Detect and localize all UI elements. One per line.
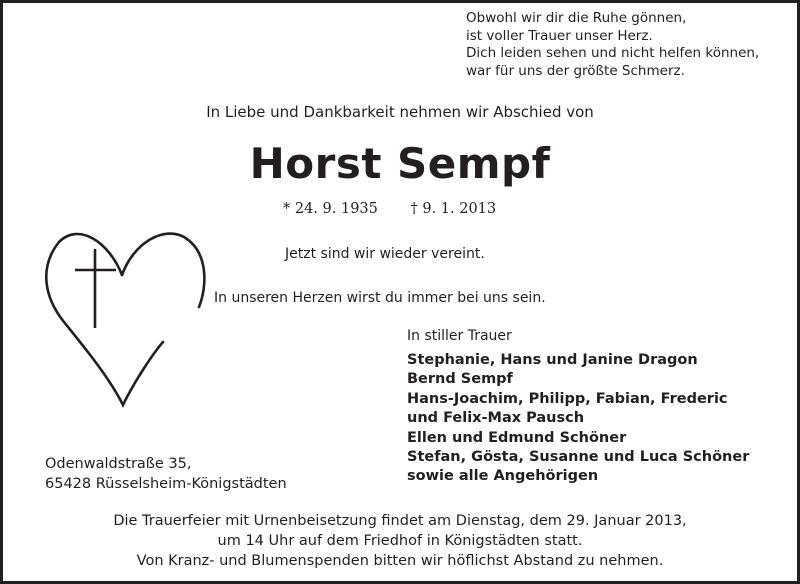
mourners-list — [407, 351, 749, 487]
heart-with-cross-icon — [39, 212, 219, 416]
address-street: Odenwaldstraße 35, — [45, 456, 192, 472]
poem-line: Obwohl wir dir die Ruhe gönnen, — [466, 10, 687, 26]
mourner-line: Ellen und Edmund Schöner — [407, 429, 627, 446]
poem-line: war für uns der größte Schmerz. — [466, 62, 685, 79]
mourner-line: Bernd Sempf — [407, 371, 513, 388]
intro-text: In Liebe und Dankbarkeit nehmen wir Abschied von — [206, 103, 594, 121]
mourner-line: Stephanie, Hans und Janine Dragon — [407, 352, 698, 368]
address-city: 65428 Rüsselsheim-Königstädten — [45, 476, 287, 492]
life-dates — [283, 201, 524, 217]
birth-date: * 24. 9. 1935 — [283, 201, 378, 217]
footer-line: Von Kranz- und Blumenspenden bitten wir höflichst Abstand zu nehmen. — [136, 553, 664, 569]
verse-line-2: In unseren Herzen wirst du immer bei uns sein. — [214, 290, 546, 306]
deceased-name: Horst Sempf — [249, 139, 551, 188]
mourner-line: Hans-Joachim, Philipp, Fabian, Frederic — [407, 390, 728, 407]
verse-line-1: Jetzt sind wir wieder vereint. — [285, 246, 485, 262]
mourner-line: Stefan, Gösta, Susanne und Luca Schöner — [407, 449, 750, 466]
address — [45, 454, 287, 494]
mourner-line: und Felix-Max Pausch — [407, 410, 585, 427]
footer-line: um 14 Uhr auf dem Friedhof in Königstädten statt. — [217, 533, 583, 549]
mourning-label: In stiller Trauer — [407, 328, 512, 344]
poem-line: Dich leiden sehen und nicht helfen können, — [466, 45, 760, 61]
poem — [466, 10, 759, 80]
funeral-details — [3, 511, 797, 571]
death-date: † 9. 1. 2013 — [410, 201, 497, 217]
mourner-line: sowie alle Angehörigen — [407, 468, 599, 485]
obituary-notice — [3, 3, 797, 581]
footer-line: Die Trauerfeier mit Urnenbeisetzung findet am Dienstag, dem 29. Januar 2013, — [113, 513, 687, 529]
poem-line: ist voller Trauer unser Herz. — [466, 27, 653, 44]
